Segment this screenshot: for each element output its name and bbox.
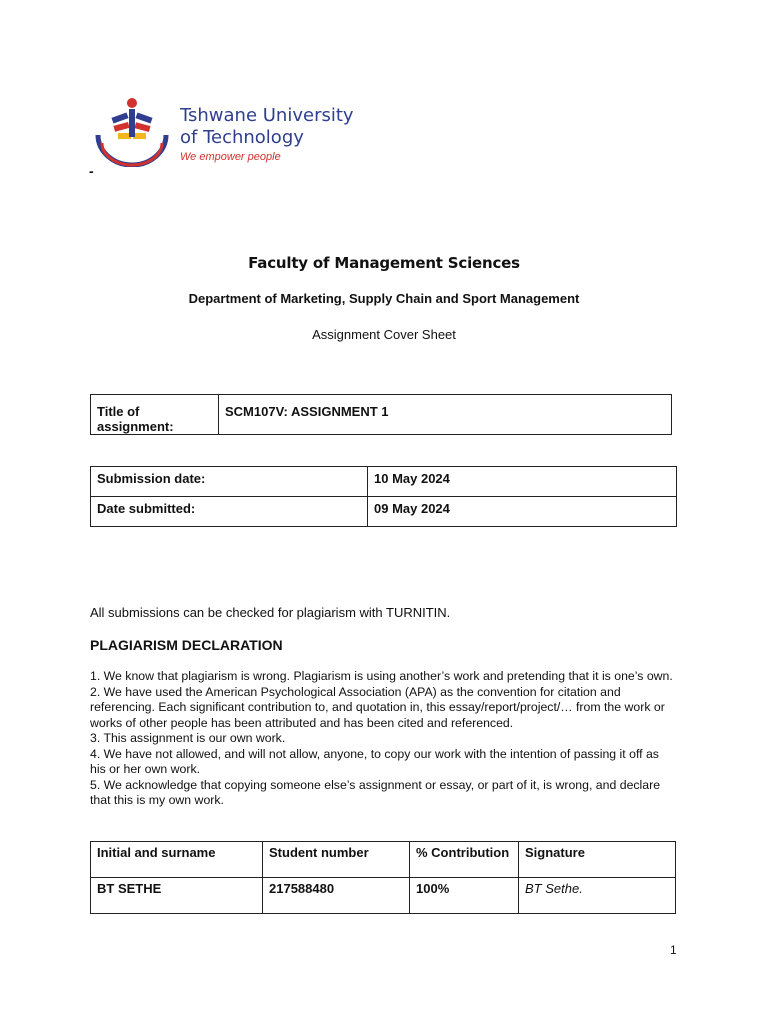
header-cell: Student number [263, 842, 410, 878]
logo-name-line2: of Technology [180, 127, 304, 148]
students-table [90, 841, 676, 914]
submission-date-label: Submission date: [91, 467, 368, 497]
declaration-item: 3. This assignment is our own work. [90, 731, 286, 745]
header-cell: Initial and surname [91, 842, 263, 878]
declaration-text [90, 669, 675, 809]
dates-table [90, 466, 677, 527]
plagiarism-heading: PLAGIARISM DECLARATION [90, 637, 283, 653]
document-type: Assignment Cover Sheet [312, 327, 456, 342]
university-logo-emblem [92, 95, 178, 167]
submission-date-value: 10 May 2024 [368, 467, 677, 497]
dash-marker: - [89, 163, 94, 179]
declaration-item: 4. We have not allowed, and will not allow, anyone, to copy our work with the intention of passing it off as his or her own work. [90, 746, 659, 776]
declaration-item: 1. We know that plagiarism is wrong. Plagiarism is using another’s work and pretending that it is one’s own. [90, 669, 673, 683]
student-contribution: 100% [410, 878, 519, 914]
assignment-title-table [90, 394, 672, 435]
table-row [91, 878, 676, 914]
page-number: 1 [670, 943, 677, 957]
date-submitted-value: 09 May 2024 [368, 497, 677, 527]
student-number: 217588480 [263, 878, 410, 914]
date-submitted-label: Date submitted: [91, 497, 368, 527]
title-label: Title of assignment: [91, 395, 219, 435]
logo-name-line1: Tshwane University [180, 105, 354, 126]
student-signature: BT Sethe. [519, 878, 676, 914]
faculty-heading: Faculty of Management Sciences [248, 254, 520, 272]
department-heading: Department of Marketing, Supply Chain and Sport Management [188, 291, 580, 306]
logo-tagline: We empower people [180, 151, 281, 163]
table-header-row [91, 842, 676, 878]
title-value: SCM107V: ASSIGNMENT 1 [219, 395, 672, 435]
declaration-item: 2. We have used the American Psychological Association (APA) as the convention for citation and referencing. Each significant contribution to, and quotation in, this essay/report/project/… from the work or works of other people has been attributed and has been cited and referenced. [90, 684, 665, 730]
turnitin-note: All submissions can be checked for plagiarism with TURNITIN. [90, 605, 451, 620]
header-cell: % Contribution [410, 842, 519, 878]
header-cell: Signature [519, 842, 676, 878]
student-name: BT SETHE [91, 878, 263, 914]
declaration-item: 5. We acknowledge that copying someone else’s assignment or essay, or part of it, is wrong, and declare that this is my own work. [90, 777, 661, 807]
